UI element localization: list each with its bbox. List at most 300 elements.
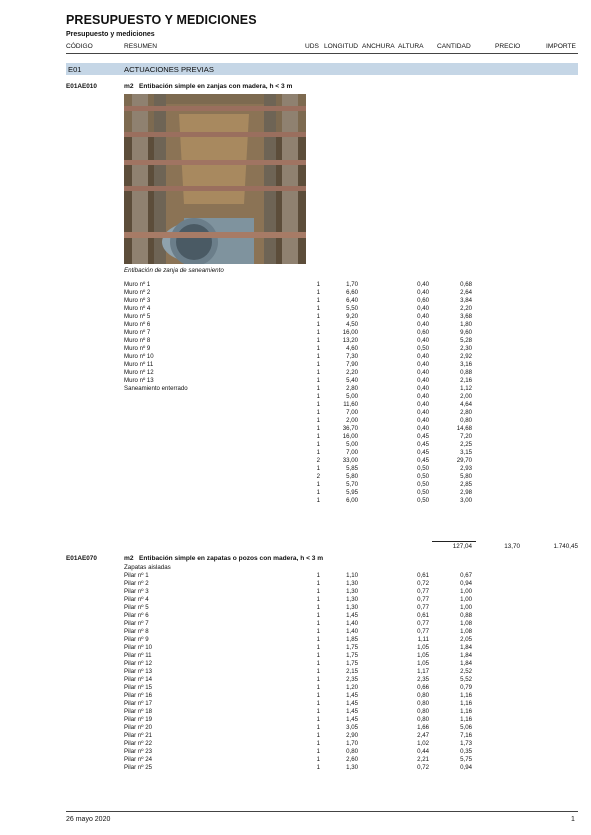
- row-uds: 1: [316, 497, 320, 504]
- document-title: PRESUPUESTO Y MEDICIONES: [66, 13, 257, 27]
- row-label: Muro nº 3: [124, 297, 151, 304]
- row-label: Pilar nº 16: [124, 692, 152, 699]
- row-cantidad: 2,25: [460, 441, 472, 448]
- row-longitud: 2,00: [346, 417, 358, 424]
- row-label: Saneamiento enterrado: [124, 385, 188, 392]
- row-cantidad: 1,00: [460, 596, 472, 603]
- row-altura: 0,40: [417, 377, 429, 384]
- measurement-row: [0, 337, 591, 345]
- row-uds: 1: [316, 481, 320, 488]
- measurement-row: [0, 305, 591, 313]
- row-altura: 0,40: [417, 417, 429, 424]
- row-uds: 1: [316, 748, 320, 755]
- row-altura: 0,40: [417, 281, 429, 288]
- row-longitud: 1,45: [346, 700, 358, 707]
- measurement-row: [0, 588, 591, 596]
- measurement-row: [0, 457, 591, 465]
- measurement-row: [0, 716, 591, 724]
- row-longitud: 1,70: [346, 281, 358, 288]
- row-cantidad: 2,92: [460, 353, 472, 360]
- row-cantidad: 1,12: [460, 385, 472, 392]
- row-cantidad: 2,05: [460, 636, 472, 643]
- item-sub-label: Zapatas aisladas: [124, 564, 171, 571]
- row-cantidad: 1,00: [460, 604, 472, 611]
- header-precio: PRECIO: [495, 43, 521, 50]
- row-cantidad: 2,93: [460, 465, 472, 472]
- row-altura: 0,50: [417, 497, 429, 504]
- row-uds: 1: [316, 684, 320, 691]
- row-label: Pilar nº 25: [124, 764, 152, 771]
- row-longitud: 1,75: [346, 660, 358, 667]
- row-altura: 0,60: [417, 329, 429, 336]
- measurement-row: [0, 620, 591, 628]
- row-longitud: 1,30: [346, 580, 358, 587]
- header-divider: [66, 53, 578, 54]
- row-altura: 1,02: [417, 740, 429, 747]
- row-uds: 1: [316, 716, 320, 723]
- measurement-row: [0, 465, 591, 473]
- row-label: Pilar nº 6: [124, 612, 149, 619]
- measurement-row: [0, 660, 591, 668]
- row-longitud: 1,20: [346, 684, 358, 691]
- measurement-row: [0, 708, 591, 716]
- row-longitud: 4,50: [346, 321, 358, 328]
- row-altura: 0,72: [417, 580, 429, 587]
- measurement-row: [0, 692, 591, 700]
- row-longitud: 5,40: [346, 377, 358, 384]
- item-importe: 1.740,45: [553, 543, 578, 550]
- row-longitud: 6,60: [346, 289, 358, 296]
- row-altura: 0,60: [417, 297, 429, 304]
- row-altura: 1,05: [417, 644, 429, 651]
- row-uds: 1: [316, 313, 320, 320]
- row-uds: 1: [316, 756, 320, 763]
- footer-divider: [66, 811, 578, 812]
- row-uds: 1: [316, 588, 320, 595]
- measurement-row: [0, 385, 591, 393]
- row-cantidad: 1,08: [460, 628, 472, 635]
- row-label: Muro nº 1: [124, 281, 151, 288]
- row-label: Pilar nº 18: [124, 708, 152, 715]
- row-longitud: 11,60: [343, 401, 358, 408]
- row-altura: 0,40: [417, 401, 429, 408]
- row-longitud: 1,45: [346, 612, 358, 619]
- header-altura: ALTURA: [398, 43, 424, 50]
- row-label: Pilar nº 13: [124, 668, 152, 675]
- row-label: Pilar nº 2: [124, 580, 149, 587]
- row-label: Pilar nº 9: [124, 636, 149, 643]
- row-uds: 1: [316, 764, 320, 771]
- row-altura: 0,40: [417, 425, 429, 432]
- row-cantidad: 1,84: [460, 652, 472, 659]
- measurement-row: [0, 748, 591, 756]
- row-altura: 0,72: [417, 764, 429, 771]
- row-uds: 1: [316, 489, 320, 496]
- row-uds: 1: [316, 321, 320, 328]
- item-code: E01AE010: [66, 83, 97, 90]
- row-longitud: 1,75: [346, 644, 358, 651]
- row-altura: 1,05: [417, 652, 429, 659]
- row-uds: 1: [316, 401, 320, 408]
- row-longitud: 5,00: [346, 393, 358, 400]
- measurement-row: [0, 756, 591, 764]
- measurement-row: [0, 604, 591, 612]
- measurement-row: [0, 449, 591, 457]
- row-label: Pilar nº 7: [124, 620, 149, 627]
- item-precio: 13,70: [504, 543, 520, 550]
- row-altura: 0,50: [417, 473, 429, 480]
- header-codigo: CÓDIGO: [66, 43, 93, 50]
- measurement-row: [0, 345, 591, 353]
- row-label: Pilar nº 4: [124, 596, 149, 603]
- measurement-row: [0, 425, 591, 433]
- row-label: Pilar nº 11: [124, 652, 152, 659]
- row-cantidad: 7,16: [460, 732, 472, 739]
- row-longitud: 2,20: [346, 369, 358, 376]
- row-label: Pilar nº 14: [124, 676, 152, 683]
- row-altura: 0,50: [417, 465, 429, 472]
- row-uds: 1: [316, 620, 320, 627]
- row-uds: 1: [316, 668, 320, 675]
- row-uds: 1: [316, 708, 320, 715]
- row-longitud: 0,80: [346, 748, 358, 755]
- row-longitud: 1,40: [346, 628, 358, 635]
- measurement-row: [0, 644, 591, 652]
- row-altura: 2,47: [417, 732, 429, 739]
- row-label: Muro nº 8: [124, 337, 151, 344]
- row-longitud: 3,05: [346, 724, 358, 731]
- row-altura: 0,40: [417, 393, 429, 400]
- row-label: Pilar nº 22: [124, 740, 152, 747]
- measurement-row: [0, 297, 591, 305]
- measurement-row: [0, 700, 591, 708]
- row-cantidad: 0,94: [460, 764, 472, 771]
- row-altura: 0,45: [417, 449, 429, 456]
- measurement-row: [0, 668, 591, 676]
- row-uds: 1: [316, 628, 320, 635]
- chapter-name: ACTUACIONES PREVIAS: [124, 65, 214, 74]
- row-altura: 0,80: [417, 700, 429, 707]
- row-cantidad: 2,52: [460, 668, 472, 675]
- row-cantidad: 3,16: [460, 361, 472, 368]
- row-cantidad: 3,68: [460, 313, 472, 320]
- row-cantidad: 29,70: [456, 457, 472, 464]
- row-longitud: 33,00: [342, 457, 358, 464]
- row-cantidad: 5,75: [460, 756, 472, 763]
- row-longitud: 5,85: [346, 465, 358, 472]
- row-longitud: 36,70: [342, 425, 358, 432]
- row-cantidad: 2,85: [460, 481, 472, 488]
- row-longitud: 5,80: [346, 473, 358, 480]
- row-altura: 1,17: [417, 668, 429, 675]
- row-uds: 1: [316, 572, 320, 579]
- row-cantidad: 5,80: [460, 473, 472, 480]
- subtotal-divider: [432, 541, 476, 542]
- measurement-row: [0, 353, 591, 361]
- row-altura: 0,40: [417, 289, 429, 296]
- row-altura: 0,80: [417, 708, 429, 715]
- row-longitud: 1,45: [346, 692, 358, 699]
- row-longitud: 1,30: [346, 764, 358, 771]
- row-longitud: 16,00: [342, 329, 358, 336]
- row-altura: 0,77: [417, 620, 429, 627]
- item-unit: m2: [124, 83, 134, 90]
- row-cantidad: 1,84: [460, 644, 472, 651]
- header-resumen: RESUMEN: [124, 43, 157, 50]
- row-uds: 1: [316, 393, 320, 400]
- row-longitud: 2,15: [346, 668, 358, 675]
- row-uds: 1: [316, 433, 320, 440]
- row-altura: 0,40: [417, 361, 429, 368]
- row-label: Pilar nº 19: [124, 716, 152, 723]
- row-label: Pilar nº 5: [124, 604, 149, 611]
- row-label: Muro nº 9: [124, 345, 151, 352]
- row-altura: 0,44: [417, 748, 429, 755]
- chapter-band: [66, 63, 578, 75]
- row-cantidad: 1,16: [460, 708, 472, 715]
- row-uds: 1: [316, 732, 320, 739]
- row-altura: 0,40: [417, 353, 429, 360]
- measurement-row: [0, 740, 591, 748]
- row-label: Pilar nº 24: [124, 756, 152, 763]
- row-cantidad: 1,16: [460, 700, 472, 707]
- row-uds: 1: [316, 612, 320, 619]
- row-cantidad: 0,68: [460, 281, 472, 288]
- row-uds: 1: [316, 652, 320, 659]
- row-cantidad: 2,16: [460, 377, 472, 384]
- measurement-row: [0, 724, 591, 732]
- row-longitud: 1,30: [346, 588, 358, 595]
- measurement-row: [0, 764, 591, 772]
- row-uds: 1: [316, 425, 320, 432]
- measurement-row: [0, 313, 591, 321]
- row-altura: 0,45: [417, 457, 429, 464]
- row-altura: 0,61: [417, 572, 429, 579]
- photo-caption: Entibación de zanja de saneamiento: [124, 267, 224, 274]
- row-cantidad: 2,20: [460, 305, 472, 312]
- row-altura: 1,05: [417, 660, 429, 667]
- measurement-row: [0, 417, 591, 425]
- row-cantidad: 0,79: [460, 684, 472, 691]
- row-longitud: 1,40: [346, 620, 358, 627]
- footer-page-number: 1: [571, 816, 575, 823]
- measurement-row: [0, 409, 591, 417]
- row-cantidad: 1,73: [460, 740, 472, 747]
- row-label: Pilar nº 17: [124, 700, 152, 707]
- row-cantidad: 7,20: [460, 433, 472, 440]
- row-longitud: 1,45: [346, 716, 358, 723]
- row-cantidad: 1,84: [460, 660, 472, 667]
- row-longitud: 1,85: [346, 636, 358, 643]
- item-description: Entibación simple en zapatas o pozos con madera, h < 3 m: [139, 555, 324, 562]
- row-cantidad: 3,84: [460, 297, 472, 304]
- row-cantidad: 0,94: [460, 580, 472, 587]
- row-label: Muro nº 12: [124, 369, 154, 376]
- measurement-row: [0, 401, 591, 409]
- row-uds: 1: [316, 345, 320, 352]
- row-uds: 1: [316, 377, 320, 384]
- measurement-row: [0, 393, 591, 401]
- item-description: Entibación simple en zanjas con madera, h < 3 m: [139, 83, 293, 90]
- row-cantidad: 0,88: [460, 612, 472, 619]
- row-label: Muro nº 5: [124, 313, 151, 320]
- row-longitud: 1,75: [346, 652, 358, 659]
- row-cantidad: 5,52: [460, 676, 472, 683]
- row-uds: 1: [316, 409, 320, 416]
- row-longitud: 2,60: [346, 756, 358, 763]
- row-altura: 0,50: [417, 489, 429, 496]
- measurement-row: [0, 361, 591, 369]
- row-altura: 0,40: [417, 409, 429, 416]
- measurement-row: [0, 676, 591, 684]
- row-longitud: 1,10: [346, 572, 358, 579]
- row-uds: 1: [316, 353, 320, 360]
- row-label: Pilar nº 3: [124, 588, 149, 595]
- row-uds: 1: [316, 700, 320, 707]
- measurement-row: [0, 732, 591, 740]
- row-altura: 1,66: [417, 724, 429, 731]
- row-altura: 0,66: [417, 684, 429, 691]
- row-uds: 1: [316, 724, 320, 731]
- row-longitud: 7,00: [346, 449, 358, 456]
- measurement-row: [0, 628, 591, 636]
- row-altura: 0,77: [417, 604, 429, 611]
- header-uds: UDS: [305, 43, 319, 50]
- row-cantidad: 2,98: [460, 489, 472, 496]
- row-cantidad: 9,60: [460, 329, 472, 336]
- row-label: Muro nº 7: [124, 329, 151, 336]
- row-uds: 1: [316, 676, 320, 683]
- measurement-row: [0, 684, 591, 692]
- row-cantidad: 1,16: [460, 716, 472, 723]
- row-altura: 0,80: [417, 692, 429, 699]
- row-cantidad: 0,80: [460, 417, 472, 424]
- row-uds: 1: [316, 329, 320, 336]
- row-altura: 0,61: [417, 612, 429, 619]
- trench-shoring-photo: [124, 94, 306, 264]
- row-uds: 2: [316, 473, 320, 480]
- row-uds: 1: [316, 644, 320, 651]
- row-uds: 1: [316, 596, 320, 603]
- row-longitud: 13,20: [342, 337, 358, 344]
- row-cantidad: 5,06: [460, 724, 472, 731]
- row-cantidad: 0,67: [460, 572, 472, 579]
- measurement-row: [0, 612, 591, 620]
- row-uds: 1: [316, 417, 320, 424]
- row-label: Muro nº 10: [124, 353, 154, 360]
- row-longitud: 1,45: [346, 708, 358, 715]
- footer-date: 26 mayo 2020: [66, 816, 111, 823]
- row-altura: 2,21: [417, 756, 429, 763]
- measurement-row: [0, 329, 591, 337]
- row-label: Pilar nº 10: [124, 644, 152, 651]
- row-altura: 0,77: [417, 596, 429, 603]
- row-label: Pilar nº 21: [124, 732, 152, 739]
- row-uds: 1: [316, 580, 320, 587]
- row-uds: 1: [316, 660, 320, 667]
- row-uds: 1: [316, 465, 320, 472]
- row-uds: 1: [316, 740, 320, 747]
- row-label: Pilar nº 1: [124, 572, 149, 579]
- row-longitud: 1,30: [346, 596, 358, 603]
- row-longitud: 16,00: [342, 433, 358, 440]
- row-longitud: 1,30: [346, 604, 358, 611]
- row-cantidad: 0,88: [460, 369, 472, 376]
- row-uds: 1: [316, 636, 320, 643]
- measurement-row: [0, 572, 591, 580]
- total-cantidad: 127,04: [452, 543, 472, 550]
- measurement-row: [0, 321, 591, 329]
- row-label: Pilar nº 15: [124, 684, 152, 691]
- header-longitud: LONGITUD: [324, 43, 359, 50]
- row-cantidad: 0,35: [460, 748, 472, 755]
- row-label: Pilar nº 12: [124, 660, 152, 667]
- row-longitud: 6,00: [346, 497, 358, 504]
- row-longitud: 1,70: [346, 740, 358, 747]
- row-longitud: 4,60: [346, 345, 358, 352]
- measurement-row: [0, 497, 591, 505]
- row-label: Muro nº 13: [124, 377, 154, 384]
- row-cantidad: 3,00: [460, 497, 472, 504]
- row-longitud: 7,00: [346, 409, 358, 416]
- row-altura: 0,40: [417, 305, 429, 312]
- row-uds: 1: [316, 441, 320, 448]
- row-uds: 1: [316, 385, 320, 392]
- row-label: Muro nº 4: [124, 305, 151, 312]
- item-unit: m2: [124, 555, 134, 562]
- row-altura: 0,80: [417, 716, 429, 723]
- measurement-row: [0, 580, 591, 588]
- row-cantidad: 4,64: [460, 401, 472, 408]
- row-longitud: 6,40: [346, 297, 358, 304]
- chapter-code: E01: [68, 65, 82, 74]
- row-label: Muro nº 11: [124, 361, 154, 368]
- measurement-row: [0, 369, 591, 377]
- row-altura: 0,77: [417, 588, 429, 595]
- row-uds: 2: [316, 457, 320, 464]
- row-cantidad: 2,00: [460, 393, 472, 400]
- row-label: Muro nº 6: [124, 321, 151, 328]
- row-altura: 0,77: [417, 628, 429, 635]
- row-cantidad: 14,68: [456, 425, 472, 432]
- row-uds: 1: [316, 305, 320, 312]
- row-longitud: 5,00: [346, 441, 358, 448]
- measurement-row: [0, 636, 591, 644]
- row-label: Pilar nº 23: [124, 748, 152, 755]
- row-uds: 1: [316, 369, 320, 376]
- row-altura: 0,45: [417, 433, 429, 440]
- row-longitud: 5,95: [346, 489, 358, 496]
- row-altura: 0,50: [417, 481, 429, 488]
- row-uds: 1: [316, 337, 320, 344]
- measurement-row: [0, 441, 591, 449]
- row-label: Pilar nº 8: [124, 628, 149, 635]
- row-longitud: 7,30: [346, 353, 358, 360]
- row-uds: 1: [316, 604, 320, 611]
- measurement-row: [0, 289, 591, 297]
- measurement-row: [0, 433, 591, 441]
- row-altura: 0,40: [417, 313, 429, 320]
- row-uds: 1: [316, 361, 320, 368]
- row-cantidad: 1,08: [460, 620, 472, 627]
- item-code: E01AE070: [66, 555, 97, 562]
- row-label: Pilar nº 20: [124, 724, 152, 731]
- row-altura: 0,40: [417, 385, 429, 392]
- row-altura: 0,40: [417, 337, 429, 344]
- row-uds: 1: [316, 289, 320, 296]
- row-altura: 1,11: [417, 636, 429, 643]
- row-longitud: 2,35: [346, 676, 358, 683]
